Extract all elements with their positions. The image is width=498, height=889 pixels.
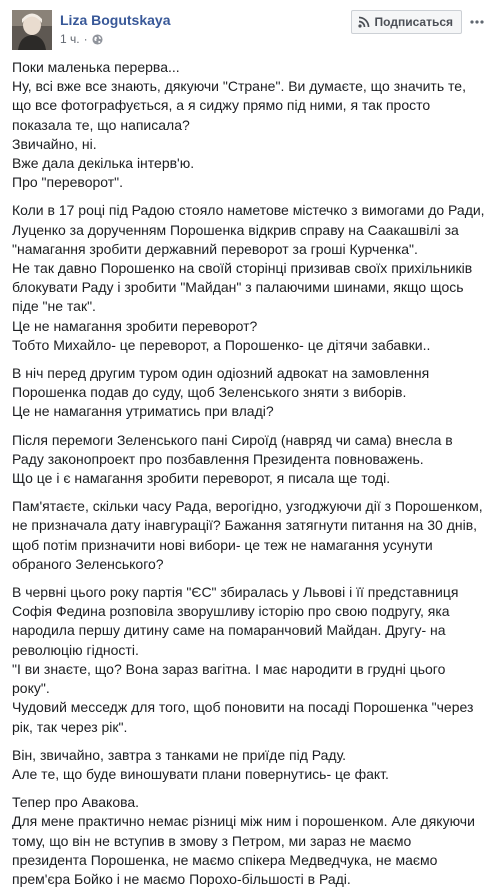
- post-text-line: Що це і є намагання зробити переворот, я писала ще тоді.: [12, 470, 391, 487]
- post-text: [0, 58, 498, 889]
- post-text-line: "І ви знаєте, що? Вона зараз вагітна. І має народити в грудні цього року".: [12, 660, 450, 697]
- post-text-line: Вже дала декілька інтерв'ю.: [12, 155, 195, 172]
- post-text-line: Не так давно Порошенко на своїй сторінці призивав своїх прихільників блокувати Раду і зробити "Майдан" з палаючими шинами, якщо щось піде "не так".: [12, 260, 477, 315]
- post-paragraph: [12, 793, 486, 889]
- post-text-line: Але те, що буде виношувати плани повернутись- це факт.: [12, 765, 389, 782]
- subscribe-button[interactable]: [351, 10, 462, 34]
- post-meta: [60, 32, 103, 46]
- author-name[interactable]: Liza Bogutskaya: [60, 12, 171, 28]
- post-text-line: Коли в 17 році під Радою стояло наметове містечко з вимогами до Ради, Луценко за дорученням Порошенка відкрив справу на Саакашвілі за "намагання зробити державний переворот за гроші Курченка".: [12, 202, 489, 257]
- post-header: [0, 0, 498, 58]
- rss-icon: [358, 16, 370, 28]
- post-text-line: Звичайно, ні.: [12, 135, 97, 152]
- post-timestamp[interactable]: 1 ч.: [60, 32, 80, 46]
- post-text-line: Поки маленька перерва...: [12, 59, 180, 75]
- post-text-line: Тобто Михайло- це переворот, а Порошенко- це дітячи забавки..: [12, 336, 431, 353]
- avatar-image: [12, 10, 52, 50]
- subscribe-label: Подписаться: [374, 15, 453, 29]
- post-text-line: Після перемоги Зеленського пані Сироїд (навряд чи сама) внесла в Раду законопроект про позбавлення Президента повноважень.: [12, 431, 457, 467]
- post-paragraph: [12, 201, 489, 355]
- post-text-line: Пам'ятаєте, скільки часу Рада, верогідно, узгоджуючи дії з Порошенком, не призначала дату інавгурації? Бажання затягнути питання на 30 днів, щоб потім призначити нові вибори- це теж не намагання усунути обраного Зеленського?: [12, 498, 487, 572]
- post-paragraph: [12, 497, 486, 574]
- post-paragraph: [12, 364, 486, 422]
- post-text-line: Чудовий месседж для того, щоб поновити на посаді Порошенка "через рік, так через рік".: [12, 699, 478, 735]
- post-text-line: Про "переворот".: [12, 174, 124, 191]
- avatar[interactable]: [12, 10, 52, 50]
- post-paragraph: [12, 58, 486, 192]
- post-paragraph: [12, 583, 486, 737]
- post-text-line: Ну, всі вже все знають, дякуючи "Стране". Ви думаєте, що значить те, що все фотографується, а я сиджу прямо під ними, я так просто показала те, що написала?: [12, 78, 470, 133]
- globe-icon: [92, 34, 103, 45]
- meta-separator: ·: [83, 32, 88, 46]
- post-text-line: Він, звичайно, завтра з танками не приїде під Раду.: [12, 746, 347, 763]
- post-paragraph: [12, 431, 486, 489]
- post-text-line: Це не намагання утриматись при владі?: [12, 403, 274, 420]
- post-text-line: Це не намагання зробити переворот?: [12, 317, 258, 334]
- post-text-line: В ніч перед другим туром один одіозний адвокат на замовлення Порошенка подав до суду, щоб Зеленського зняти з виборів.: [12, 365, 434, 401]
- more-icon[interactable]: [466, 10, 488, 34]
- post-paragraph: [12, 746, 486, 784]
- post-text-line: В червні цього року партія "ЄС" збиралась у Львові і її представниця Софія Федина розповіла зворушливу історію про свою подругу, яка народила першу дитину саме на помаранчовий Майдан. Другу- на революцію гідності.: [12, 584, 463, 658]
- post-text-line: Тепер про Авакова.: [12, 794, 140, 811]
- post-text-line: Для мене практично немає різниці між ним і порошенком. Але дякуючи тому, що він не вступив в змову з Петром, ми зараз не маємо президента Порошенка, не маємо спікера Медведчука, не маємо прем'єра Бойко і не маємо Порохо-більшості в Раді.: [12, 813, 479, 887]
